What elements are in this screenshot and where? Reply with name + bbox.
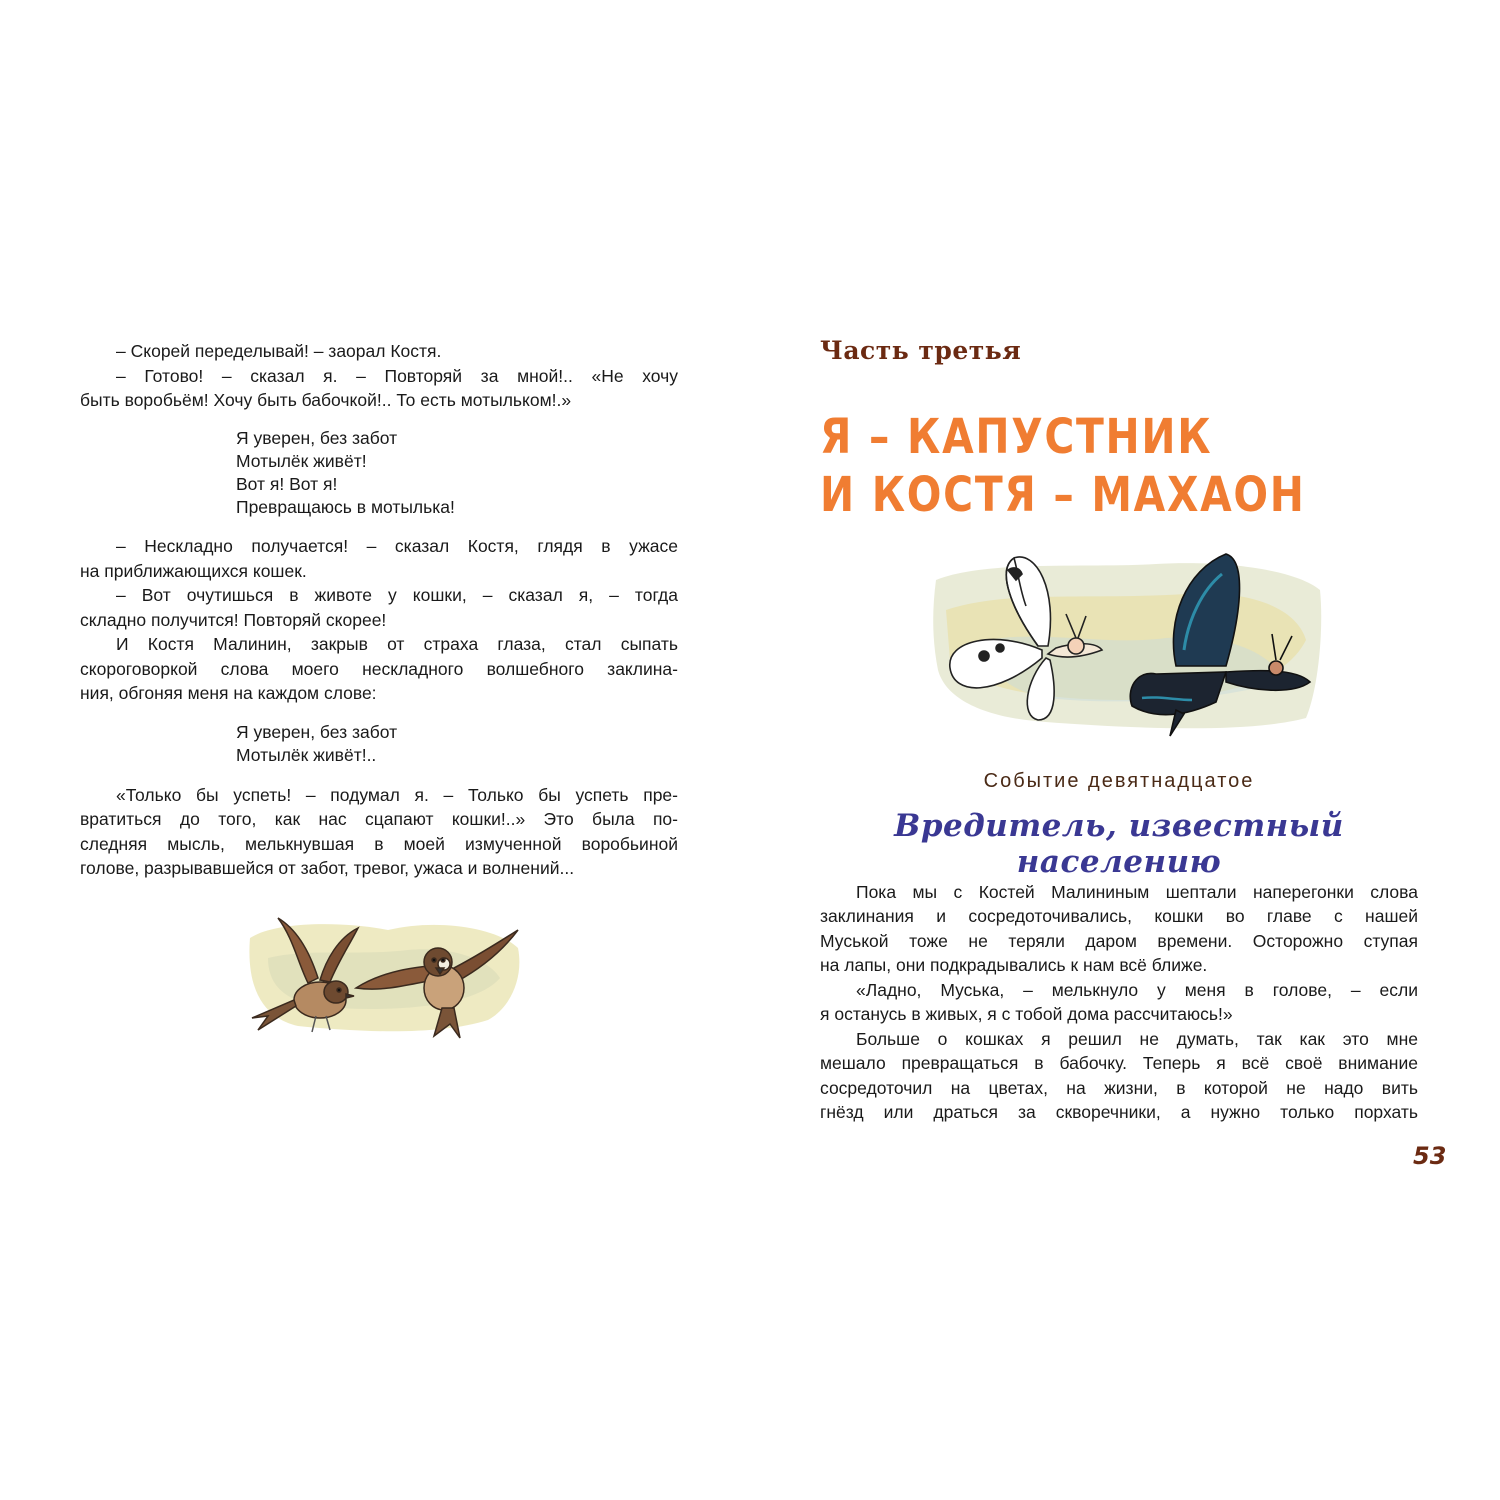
part-title: Часть третья bbox=[820, 336, 1022, 365]
verse-block bbox=[236, 721, 397, 767]
verse-line: Я уверен, без забот bbox=[236, 428, 398, 448]
sparrows-illustration bbox=[238, 908, 528, 1058]
paragraph-line: на лапы, они подкрадывались к нам всё ближе. bbox=[820, 955, 1208, 975]
chapter-title-line: Я – КАПУСТНИК bbox=[820, 409, 1213, 465]
paragraph-line: я останусь в живых, я с тобой дома рассчитаюсь!» bbox=[820, 1004, 1233, 1024]
verse-line: Я уверен, без забот bbox=[236, 722, 398, 742]
paragraph-line: Больше о кошках я решил не думать, так как это мне bbox=[856, 1029, 1418, 1049]
verse-line: Мотылёк живёт! bbox=[236, 451, 367, 471]
chapter-title bbox=[820, 408, 1306, 524]
text-line: – Скорей переделывай! – заорал Костя. bbox=[116, 341, 442, 361]
paragraph-line: – Нескладно получается! – сказал Костя, глядя в ужасе bbox=[116, 536, 678, 556]
chapter-title-line: И КОСТЯ – МАХАОН bbox=[820, 467, 1306, 523]
paragraph bbox=[80, 339, 678, 364]
paragraph-line: заклинания и сосредоточивались, кошки во главе с нашей bbox=[820, 906, 1418, 926]
verse-line: Мотылёк живёт!.. bbox=[236, 745, 377, 765]
paragraph-line: сосредоточил на цветах, на жизни, в которой не надо вить bbox=[820, 1078, 1418, 1098]
paragraph-line: вратиться до того, как нас сцапают кошки!..» Это была по- bbox=[80, 809, 678, 829]
paragraph-line: следняя мысль, мелькнувшая в моей измученной воробьиной bbox=[80, 834, 678, 854]
paragraph-line: – Вот очутишься в животе у кошки, – сказал я, – тогда bbox=[116, 585, 678, 605]
paragraph-line: «Ладно, Муська, – мелькнуло у меня в голове, – если bbox=[856, 980, 1418, 1000]
verse-line: Превращаюсь в мотылька! bbox=[236, 497, 455, 517]
paragraph-line: на приближающихся кошек. bbox=[80, 561, 307, 581]
paragraph-line: мешало превращаться в бабочку. Теперь я всё своё внимание bbox=[820, 1053, 1418, 1073]
paragraph-line: И Костя Малинин, закрыв от страха глаза, стал сыпать bbox=[116, 634, 678, 654]
butterflies-illustration bbox=[926, 550, 1326, 740]
verse-line: Вот я! Вот я! bbox=[236, 474, 338, 494]
page-number: 53 bbox=[1413, 1142, 1447, 1170]
paragraph-line: – Готово! – сказал я. – Повторяй за мной!.. «Не хочу bbox=[116, 366, 678, 386]
paragraph-line: голове, разрывавшейся от забот, тревог, ужаса и волнений... bbox=[80, 858, 575, 878]
event-title: Вредитель, известный населению bbox=[894, 808, 1344, 880]
paragraph-line: Пока мы с Костей Малининым шептали наперегонки слова bbox=[856, 882, 1418, 902]
event-label: Событие девятнадцатое bbox=[983, 770, 1255, 792]
verse-block bbox=[236, 427, 455, 519]
paragraph-line: быть воробьём! Хочу быть бабочкой!.. То есть мотыльком!.» bbox=[80, 390, 572, 410]
paragraph-line: складно получится! Повторяй скорее! bbox=[80, 610, 387, 630]
paragraph-line: ния, обгоняя меня на каждом слове: bbox=[80, 683, 377, 703]
paragraph-line: Муськой тоже не теряли даром времени. Осторожно ступая bbox=[820, 931, 1418, 951]
paragraph-line: гнёзд или драться за скворечники, а нужно только порхать bbox=[820, 1102, 1418, 1122]
paragraph-line: «Только бы успеть! – подумал я. – Только бы успеть пре- bbox=[116, 785, 678, 805]
paragraph-line: скороговоркой слова моего нескладного волшебного заклина- bbox=[80, 659, 678, 679]
